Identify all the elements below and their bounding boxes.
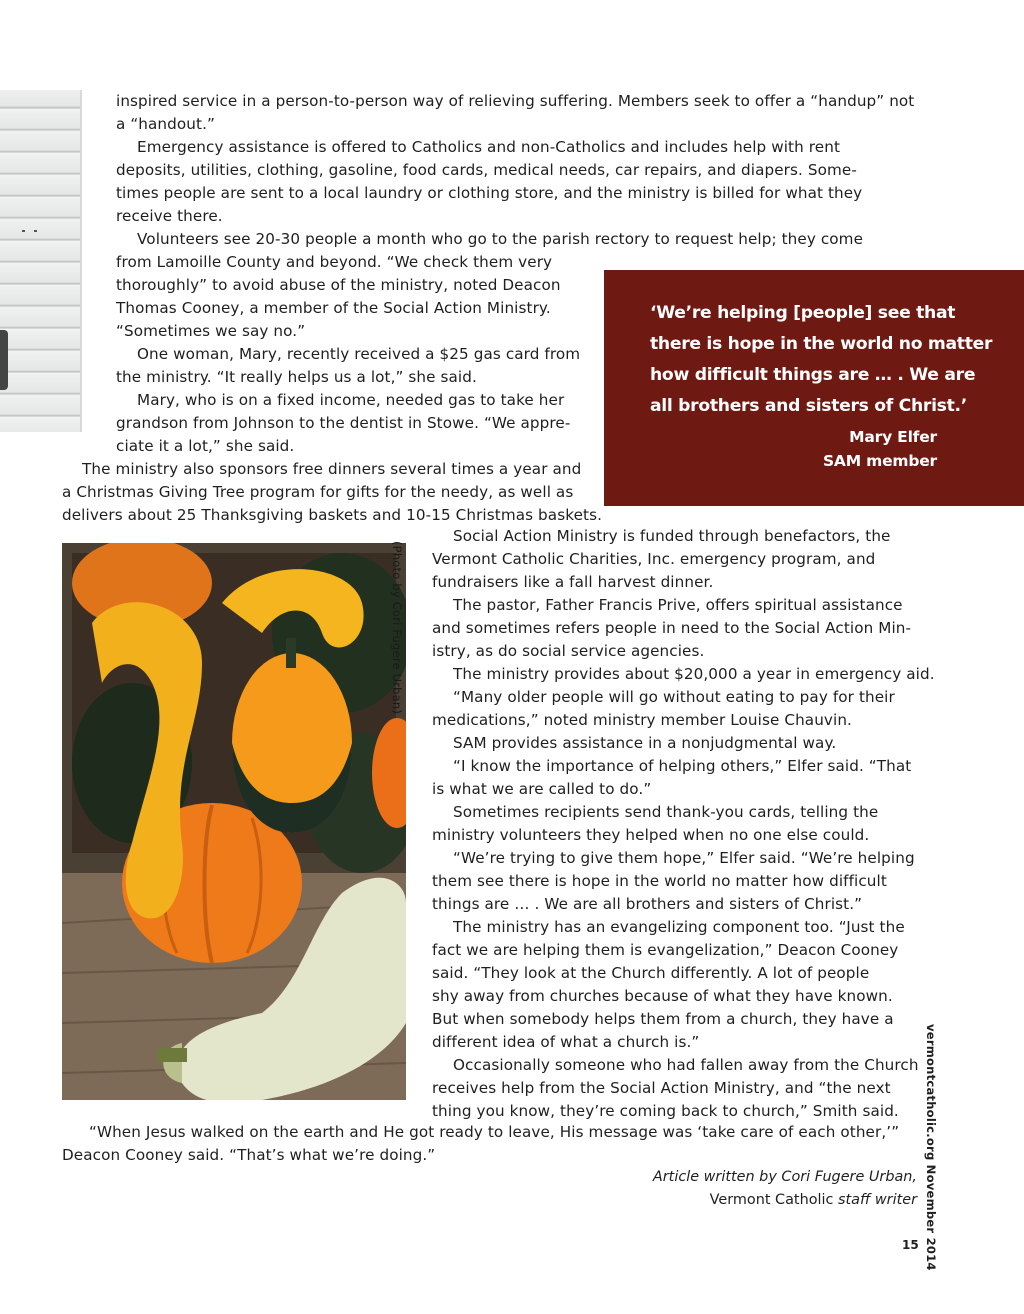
paragraph-line: and sometimes refers people in need to the Social Action Min- [432, 619, 912, 637]
paragraph-line: “I know the importance of helping others,” Elfer said. “That [453, 757, 912, 775]
paragraph-line: thing you know, they’re coming back to church,” Smith said. [432, 1102, 899, 1120]
paragraph-line: a Christmas Giving Tree program for gifts for the needy, as well as [62, 483, 574, 501]
quote-attribution-name: Mary Elfer [849, 428, 937, 446]
paragraph-line: Thomas Cooney, a member of the Social Action Ministry. [116, 299, 551, 317]
paragraph-line: The ministry provides about $20,000 a year in emergency aid. [453, 665, 935, 683]
paragraph-line: shy away from churches because of what they have known. [432, 987, 893, 1005]
byline-role: staff writer [837, 1192, 917, 1208]
paragraph-line: fundraisers like a fall harvest dinner. [432, 573, 714, 591]
footer-website-date: vermontcatholic.org November 2014 [924, 1024, 938, 1271]
paragraph-line: delivers about 25 Thanksgiving baskets and 10-15 Christmas baskets. [62, 506, 603, 524]
paragraph-line: The ministry also sponsors free dinners several times a year and [82, 460, 582, 478]
paragraph-line: medications,” noted ministry member Louise Chauvin. [432, 711, 852, 729]
quote-line: all brothers and sisters of Christ.’ [650, 396, 967, 416]
paragraph-line: SAM provides assistance in a nonjudgmental way. [453, 734, 837, 752]
paragraph-line: Occasionally someone who had fallen away from the Church [453, 1056, 919, 1074]
paragraph-line: Volunteers see 20-30 people a month who go to the parish rectory to request help; they come [137, 230, 864, 248]
paragraph-line: Social Action Ministry is funded through benefactors, the [453, 527, 891, 545]
paragraph-line: different idea of what a church is.” [432, 1033, 700, 1051]
paragraph-line: ciate it a lot,” she said. [116, 437, 295, 455]
gourds-illustration [62, 543, 406, 1100]
quote-line: how difficult things are … . We are [650, 365, 976, 385]
paragraph-line: Mary, who is on a fixed income, needed gas to take her [137, 391, 565, 409]
paragraph-line: The ministry has an evangelizing component too. “Just the [453, 918, 905, 936]
paragraph-line: One woman, Mary, recently received a $25 gas card from [137, 345, 581, 363]
paragraph-line: a “handout.” [116, 115, 215, 133]
paragraph-line: is what we are called to do.” [432, 780, 652, 798]
pull-quote [604, 270, 1024, 506]
paragraph-line: inspired service in a person-to-person way of relieving suffering. Members seek to offer a “handup” not [116, 92, 915, 110]
quote-line: there is hope in the world no matter [650, 334, 993, 354]
paragraph-line: things are … . We are all brothers and sisters of Christ.” [432, 895, 863, 913]
paragraph-line: “Sometimes we say no.” [116, 322, 306, 340]
paragraph-line: But when somebody helps them from a church, they have a [432, 1010, 894, 1028]
paragraph-line: Deacon Cooney said. “That’s what we’re doing.” [62, 1146, 436, 1164]
byline-author: Article written by Cori Fugere Urban, [652, 1169, 917, 1185]
byline-title [710, 1192, 917, 1208]
paragraph-line: ministry volunteers they helped when no one else could. [432, 826, 870, 844]
paragraph-line: the ministry. “It really helps us a lot,” she said. [116, 368, 477, 386]
paragraph-line: receives help from the Social Action Ministry, and “the next [432, 1079, 891, 1097]
paragraph-line: Vermont Catholic Charities, Inc. emergency program, and [432, 550, 876, 568]
paragraph-line: grandson from Johnson to the dentist in Stowe. “We appre- [116, 414, 571, 432]
paragraph-line: from Lamoille County and beyond. “We check them very [116, 253, 553, 271]
gourd-photo [62, 543, 406, 1100]
byline-publication: Vermont Catholic [709, 1192, 838, 1208]
paragraph-line: deposits, utilities, clothing, gasoline, food cards, medical needs, car repairs, and diapers. Some- [116, 161, 857, 179]
paragraph-line: thoroughly” to avoid abuse of the ministry, noted Deacon [116, 276, 561, 294]
paragraph-line: Sometimes recipients send thank-you cards, telling the [453, 803, 879, 821]
paragraph-line: The pastor, Father Francis Prive, offers spiritual assistance [453, 596, 903, 614]
quote-line: ‘We’re helping [people] see that [650, 303, 956, 323]
quote-attribution-role: SAM member [822, 452, 937, 470]
siding-photo [0, 90, 82, 432]
paragraph-line: istry, as do social service agencies. [432, 642, 705, 660]
page-number: 15 [902, 1238, 919, 1252]
paragraph-line: “Many older people will go without eating to pay for their [453, 688, 895, 706]
paragraph-line: receive there. [116, 207, 223, 225]
paragraph-line: fact we are helping them is evangelization,” Deacon Cooney [432, 941, 899, 959]
paragraph-line: them see there is hope in the world no matter how difficult [432, 872, 887, 890]
paragraph-line: times people are sent to a local laundry or clothing store, and the ministry is billed for what they [116, 184, 863, 202]
paragraph-line: “We’re trying to give them hope,” Elfer said. “We’re helping [453, 849, 915, 867]
paragraph-line: Emergency assistance is offered to Catholics and non-Catholics and includes help with rent [137, 138, 841, 156]
photo-credit: (Photo by Cori Fugere Urban) [390, 541, 404, 715]
paragraph-line: said. “They look at the Church differently. A lot of people [432, 964, 870, 982]
paragraph-line: “When Jesus walked on the earth and He got ready to leave, His message was ‘take care of each other,’” [89, 1123, 900, 1141]
